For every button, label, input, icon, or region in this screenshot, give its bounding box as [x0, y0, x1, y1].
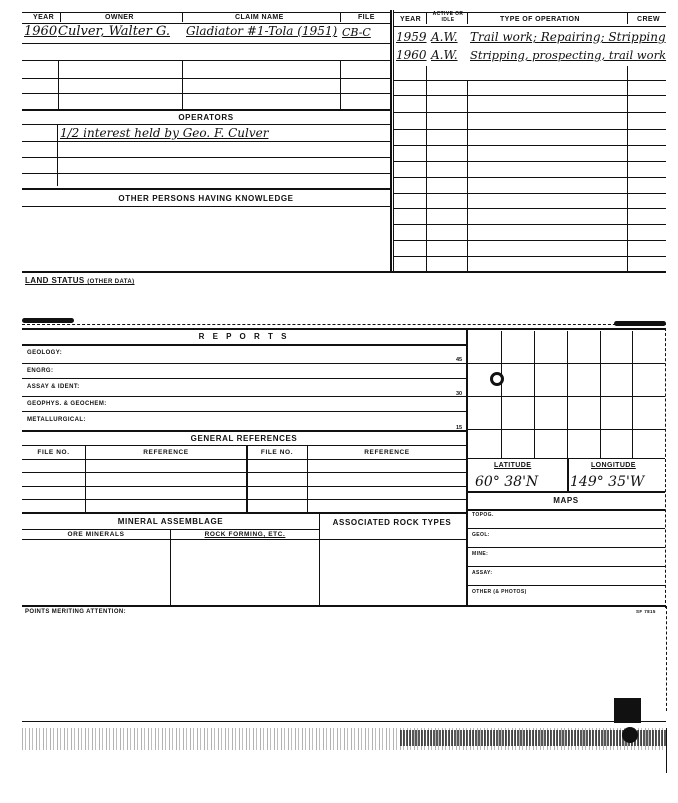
divider — [665, 328, 666, 608]
divider — [22, 43, 390, 44]
divider — [22, 721, 666, 722]
divider — [22, 173, 390, 174]
divider — [22, 93, 390, 94]
divider — [182, 12, 183, 22]
header-file-no: FILE NO. — [37, 449, 70, 456]
header-type-of-operation: TYPE OF OPERATION — [500, 16, 580, 23]
divider — [393, 95, 666, 96]
latitude-label: LATITUDE — [494, 462, 532, 469]
divider — [22, 324, 666, 325]
divider — [22, 188, 390, 190]
report-number: 30 — [456, 391, 463, 397]
divider — [426, 12, 427, 24]
divider — [58, 60, 59, 110]
divider — [22, 124, 390, 125]
latitude-value: 60° 38'N — [475, 474, 539, 490]
divider — [567, 458, 569, 491]
divider — [22, 539, 466, 540]
divider — [426, 66, 427, 273]
divider — [22, 60, 390, 61]
divider — [22, 512, 466, 514]
rock-forming-header: ROCK FORMING, ETC. — [204, 531, 286, 538]
divider — [467, 528, 665, 529]
divider — [666, 728, 667, 773]
divider — [600, 331, 601, 458]
report-metallurgical: METALLURGICAL: — [27, 417, 86, 423]
divider — [393, 177, 666, 178]
location-marker-icon — [490, 372, 504, 386]
divider — [22, 459, 466, 460]
divider — [307, 445, 308, 513]
header-file-no: FILE NO. — [260, 449, 294, 456]
form-code: SF 7815 — [636, 609, 656, 614]
land-status-label: LAND STATUS — [25, 276, 85, 285]
divider — [22, 445, 466, 446]
maps-geol: GEOL: — [472, 532, 490, 538]
divider — [393, 26, 666, 27]
operation-year: 1959 — [396, 30, 427, 44]
divider — [467, 363, 665, 364]
header-active-or-idle: ACTIVE OR IDLE — [432, 11, 464, 23]
operation-year: 1960 — [396, 48, 427, 62]
maps-other: OTHER (& PHOTOS) — [472, 589, 527, 595]
divider — [467, 491, 665, 493]
divider — [246, 445, 248, 513]
divider — [22, 363, 466, 364]
land-status-subtitle: (OTHER DATA) — [87, 279, 135, 285]
divider — [22, 378, 466, 379]
divider — [467, 547, 665, 548]
longitude-label: LONGITUDE — [591, 462, 636, 469]
ore-minerals-header: ORE MINERALS — [67, 531, 125, 538]
maps-topog: TOPOG. — [472, 512, 494, 518]
operation-status: A.W. — [431, 30, 458, 44]
divider — [22, 271, 666, 273]
report-number: 15 — [456, 425, 463, 431]
divider — [22, 78, 390, 79]
report-engrg: ENGRG: — [27, 368, 54, 374]
divider — [22, 396, 466, 397]
divider — [22, 12, 390, 13]
operation-status: A.W. — [431, 48, 458, 62]
divider — [22, 472, 466, 473]
header-file: FILE — [358, 14, 375, 21]
redaction-mark — [22, 318, 74, 323]
divider — [393, 10, 394, 273]
divider — [182, 60, 183, 110]
divider — [22, 206, 390, 207]
header-reference: REFERENCE — [364, 449, 410, 456]
divider — [22, 486, 466, 487]
divider — [501, 331, 502, 458]
land-status-title — [25, 276, 135, 285]
general-references-title: GENERAL REFERENCES — [190, 434, 298, 443]
divider — [666, 606, 667, 711]
divider — [340, 60, 341, 110]
divider — [393, 80, 666, 81]
divider — [534, 331, 535, 458]
divider — [22, 344, 466, 346]
divider — [22, 157, 390, 158]
divider — [319, 513, 320, 605]
claim-year: 1960 — [24, 24, 58, 39]
reports-title: R E P O R T S — [198, 332, 290, 341]
divider — [22, 605, 666, 607]
divider — [393, 224, 666, 225]
operator-entry: 1/2 interest held by Geo. F. Culver — [60, 126, 269, 140]
report-assay: ASSAY & IDENT: — [27, 384, 80, 390]
divider — [467, 566, 665, 567]
report-geology: GEOLOGY: — [27, 350, 63, 356]
maps-assay: ASSAY: — [472, 570, 493, 576]
divider — [632, 331, 633, 458]
divider — [467, 509, 665, 511]
claim-name: Gladiator #1-Tola (1951) — [186, 24, 338, 38]
operation-type: Stripping, prospecting, trail work — [470, 48, 667, 62]
header-year: YEAR — [400, 16, 422, 23]
divider — [393, 145, 666, 146]
claim-owner: Culver, Walter G. — [58, 24, 171, 39]
mineral-assemblage-title: MINERAL ASSEMBLAGE — [117, 517, 224, 526]
divider — [22, 430, 466, 432]
scan-block-mark — [614, 698, 641, 723]
divider — [393, 112, 666, 113]
divider — [467, 458, 665, 459]
divider — [170, 529, 171, 605]
longitude-value: 149° 35'W — [570, 474, 645, 490]
divider — [467, 12, 468, 24]
divider — [627, 66, 628, 273]
divider — [393, 240, 666, 241]
divider — [22, 411, 466, 412]
header-claim-name: CLAIM NAME — [235, 14, 284, 21]
header-year: YEAR — [33, 14, 55, 21]
divider — [57, 124, 58, 186]
divider — [567, 331, 568, 458]
divider — [393, 193, 666, 194]
operators-title: OPERATORS — [178, 113, 234, 122]
divider — [467, 429, 665, 430]
associated-rock-types-header: ASSOCIATED ROCK TYPES — [332, 518, 452, 527]
divider — [85, 445, 86, 513]
divider — [627, 12, 628, 24]
header-owner: OWNER — [105, 14, 134, 21]
points-title: POINTS MERITING ATTENTION: — [25, 609, 127, 615]
operation-type: Trail work; Repairing; Stripping — [470, 30, 666, 44]
header-reference: REFERENCE — [143, 449, 189, 456]
divider — [22, 109, 390, 111]
divider — [393, 208, 666, 209]
other-persons-title: OTHER PERSONS HAVING KNOWLEDGE — [118, 194, 294, 203]
divider — [393, 256, 666, 257]
divider — [22, 328, 666, 330]
divider — [340, 12, 341, 22]
divider — [60, 12, 61, 22]
report-number: 45 — [456, 357, 463, 363]
divider — [467, 585, 665, 586]
claim-file: CB-C — [342, 26, 371, 39]
divider — [393, 161, 666, 162]
scan-dot-mark — [622, 727, 638, 743]
divider — [22, 499, 466, 500]
header-crew: CREW — [637, 16, 660, 23]
report-geophys: GEOPHYS. & GEOCHEM: — [27, 401, 107, 407]
maps-mine: MINE: — [472, 551, 489, 557]
maps-title: MAPS — [553, 496, 579, 505]
divider — [467, 396, 665, 397]
divider — [393, 129, 666, 130]
divider — [22, 141, 390, 142]
divider — [390, 10, 392, 273]
